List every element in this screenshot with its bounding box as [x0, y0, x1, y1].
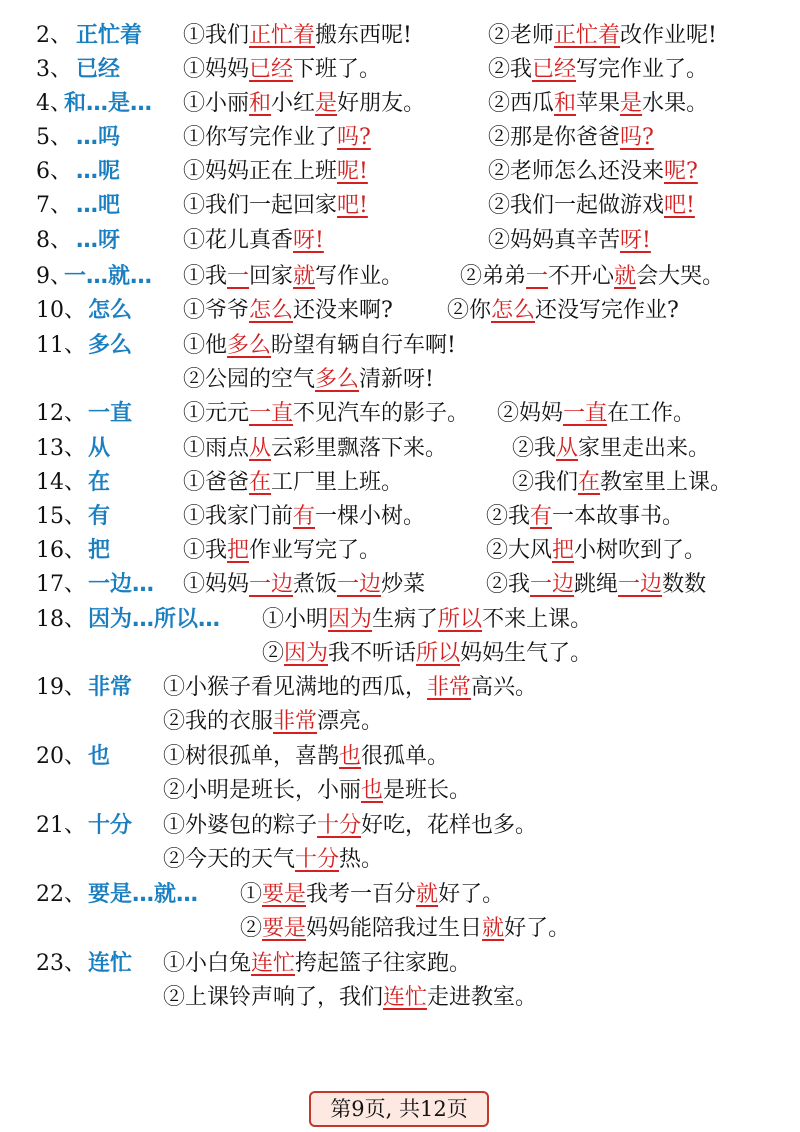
sentence-text: ② — [262, 641, 285, 666]
sentence-text: 写完作业了。 — [576, 57, 709, 82]
sentence-text: 小红 — [271, 91, 316, 116]
sentence-text: 好朋友。 — [337, 91, 426, 116]
keyword-highlight: 就 — [482, 916, 505, 941]
keyword-highlight: 连忙 — [383, 985, 428, 1010]
example-sentence-2 — [262, 637, 592, 671]
sentence-text: 我考一百分 — [306, 882, 417, 907]
sentence-text: ②我 — [486, 504, 531, 529]
sentence-text: ①爷爷 — [183, 298, 250, 323]
sentence-text: ②妈妈 — [497, 401, 564, 426]
entry-row-continuation — [0, 363, 800, 397]
entry-term: …吗 — [76, 125, 121, 150]
entry-number: 2、 — [36, 23, 72, 48]
sentence-text: 工厂里上班。 — [271, 470, 404, 495]
example-sentence-1 — [163, 809, 537, 843]
entry-row — [0, 740, 800, 774]
entry-number: 8、 — [36, 228, 72, 253]
entry-number: 3、 — [36, 57, 72, 82]
keyword-highlight: 就 — [416, 882, 439, 907]
example-sentence-2 — [488, 87, 708, 121]
entry-term: 十分 — [88, 813, 133, 838]
entry-term: 已经 — [76, 57, 121, 82]
example-sentence-1 — [240, 878, 504, 912]
entry-term: 连忙 — [88, 951, 133, 976]
sentence-text: ②老师 — [488, 23, 555, 48]
keyword-highlight: 要是 — [262, 916, 307, 941]
sentence-text: 一本故事书。 — [552, 504, 685, 529]
entry-term: 因为…所以… — [88, 607, 221, 632]
entry-term: 多么 — [88, 333, 133, 358]
example-sentence-2 — [488, 155, 698, 189]
example-sentence-1 — [163, 947, 471, 981]
entry-row-continuation — [0, 843, 800, 877]
sentence-text: ①雨点 — [183, 436, 250, 461]
keyword-highlight: 连忙 — [251, 951, 296, 976]
keyword-highlight: 有 — [293, 504, 316, 529]
example-sentence-1 — [183, 568, 425, 602]
example-sentence-2 — [447, 294, 679, 328]
sentence-text: 不来上课。 — [482, 607, 593, 632]
sentence-text: ①你写完作业了 — [183, 125, 338, 150]
keyword-highlight: 是 — [315, 91, 338, 116]
sentence-text: ②弟弟 — [460, 264, 527, 289]
example-sentence-1 — [183, 260, 403, 294]
entry-term: 一…就… — [64, 264, 153, 289]
sentence-text: ②小明是班长，小丽 — [163, 778, 362, 803]
sentence-text: 很孤单。 — [361, 744, 450, 769]
keyword-highlight: 一边 — [618, 572, 663, 597]
entry-row-continuation — [0, 981, 800, 1015]
sentence-text: ①树很孤单，喜鹊 — [163, 744, 340, 769]
keyword-highlight: 一 — [227, 264, 250, 289]
example-sentence-2 — [497, 397, 695, 431]
sentence-text: ②你 — [447, 298, 492, 323]
keyword-highlight: 从 — [249, 436, 272, 461]
keyword-highlight: 正忙着 — [554, 23, 621, 48]
entry-row — [0, 87, 800, 121]
entry-row — [0, 534, 800, 568]
sentence-text: 清新呀! — [359, 367, 434, 392]
entry-term: 一直 — [88, 401, 133, 426]
keyword-highlight: 因为 — [328, 607, 373, 632]
sentence-text: ①小明 — [262, 607, 329, 632]
keyword-highlight: 所以 — [416, 641, 461, 666]
sentence-text: ①爸爸 — [183, 470, 250, 495]
sentence-text: ①花儿真香 — [183, 228, 294, 253]
keyword-highlight: 一边 — [249, 572, 294, 597]
entry-row — [0, 466, 800, 500]
keyword-highlight: 把 — [552, 538, 575, 563]
sentence-text: 不见汽车的影子。 — [293, 401, 470, 426]
sentence-text: ②公园的空气 — [183, 367, 316, 392]
sentence-text: 好了。 — [438, 882, 505, 907]
entry-number: 12、 — [36, 401, 86, 426]
entry-term: 在 — [88, 470, 111, 495]
example-sentence-2 — [486, 568, 706, 602]
sentence-text: 写作业。 — [315, 264, 404, 289]
keyword-highlight: 十分 — [317, 813, 362, 838]
example-sentence-2 — [488, 121, 654, 155]
entry-term: …呢 — [76, 159, 121, 184]
example-sentence-2 — [486, 500, 684, 534]
sentence-text: ②上课铃声响了，我们 — [163, 985, 384, 1010]
example-sentence-1 — [183, 19, 412, 53]
keyword-highlight: 吗? — [337, 125, 371, 150]
example-sentence-2 — [488, 53, 708, 87]
sentence-text: ①他 — [183, 333, 228, 358]
keyword-highlight: 把 — [227, 538, 250, 563]
entry-term: …吧 — [76, 193, 121, 218]
keyword-highlight: 有 — [530, 504, 553, 529]
sentence-text: ①妈妈 — [183, 57, 250, 82]
sentence-text: 高兴。 — [471, 675, 538, 700]
entry-term: …呀 — [76, 228, 121, 253]
sentence-text: ② — [240, 916, 263, 941]
entry-row — [0, 809, 800, 843]
sentence-text: 作业写完了。 — [249, 538, 382, 563]
keyword-highlight: 一边 — [337, 572, 382, 597]
entry-term: 怎么 — [88, 298, 133, 323]
entry-number: 20、 — [36, 744, 86, 769]
keyword-highlight: 已经 — [532, 57, 577, 82]
entry-row — [0, 671, 800, 705]
keyword-highlight: 从 — [556, 436, 579, 461]
sentence-text: ②我们 — [512, 470, 579, 495]
page-number-badge: 第9页, 共12页 — [309, 1091, 489, 1127]
sentence-text: 回家 — [249, 264, 294, 289]
example-sentence-1 — [183, 329, 456, 363]
keyword-highlight: 非常 — [427, 675, 472, 700]
sentence-text: 数数 — [662, 572, 707, 597]
entry-term: 要是…就… — [88, 882, 199, 907]
sentence-text: 还没写完作业? — [535, 298, 679, 323]
entry-row — [0, 878, 800, 912]
keyword-highlight: 是 — [620, 91, 643, 116]
entry-row — [0, 397, 800, 431]
entry-row — [0, 432, 800, 466]
keyword-highlight: 也 — [361, 778, 384, 803]
keyword-highlight: 正忙着 — [249, 23, 316, 48]
entry-number: 9、 — [36, 264, 72, 289]
entry-row — [0, 155, 800, 189]
entry-row-continuation — [0, 705, 800, 739]
keyword-highlight: 呢? — [664, 159, 698, 184]
entry-term: 和…是… — [64, 91, 153, 116]
example-sentence-1 — [183, 397, 469, 431]
keyword-highlight: 和 — [554, 91, 577, 116]
entry-number: 22、 — [36, 882, 86, 907]
keyword-highlight: 多么 — [227, 333, 272, 358]
sentence-text: 炒菜 — [381, 572, 426, 597]
sentence-text: 盼望有辆自行车啊! — [271, 333, 456, 358]
entry-number: 14、 — [36, 470, 86, 495]
example-sentence-2 — [163, 981, 537, 1015]
sentence-text: ①小猴子看见满地的西瓜， — [163, 675, 428, 700]
sentence-text: ①我 — [183, 538, 228, 563]
entry-number: 15、 — [36, 504, 86, 529]
entry-number: 13、 — [36, 436, 86, 461]
sentence-text: 好了。 — [504, 916, 571, 941]
keyword-highlight: 也 — [339, 744, 362, 769]
keyword-highlight: 非常 — [273, 709, 318, 734]
example-sentence-2 — [488, 224, 651, 258]
example-sentence-2 — [460, 260, 724, 294]
keyword-highlight: 已经 — [249, 57, 294, 82]
entry-term: 从 — [88, 436, 111, 461]
sentence-text: 不开心 — [548, 264, 615, 289]
sentence-text: ②老师怎么还没来 — [488, 159, 665, 184]
sentence-text: 还没来啊? — [293, 298, 393, 323]
sentence-text: ① — [240, 882, 263, 907]
keyword-highlight: 吗? — [620, 125, 654, 150]
sentence-text: 妈妈生气了。 — [460, 641, 593, 666]
example-sentence-1 — [183, 155, 368, 189]
example-sentence-1 — [163, 671, 537, 705]
keyword-highlight: 一直 — [249, 401, 294, 426]
example-sentence-2 — [512, 432, 710, 466]
sentence-text: ①元元 — [183, 401, 250, 426]
entry-number: 16、 — [36, 538, 86, 563]
keyword-highlight: 呢! — [337, 159, 368, 184]
sentence-text: 小树吹到了。 — [574, 538, 707, 563]
example-sentence-2 — [163, 843, 383, 877]
sentence-text: 会大哭。 — [636, 264, 725, 289]
keyword-highlight: 呀! — [293, 228, 324, 253]
sentence-text: ②我 — [488, 57, 533, 82]
keyword-highlight: 就 — [293, 264, 316, 289]
sentence-text: ①小丽 — [183, 91, 250, 116]
keyword-highlight: 怎么 — [249, 298, 294, 323]
example-sentence-1 — [183, 500, 425, 534]
example-sentence-2 — [512, 466, 732, 500]
entry-row — [0, 224, 800, 258]
sentence-text: 煮饭 — [293, 572, 338, 597]
entry-term: 把 — [88, 538, 111, 563]
example-sentence-1 — [183, 294, 393, 328]
keyword-highlight: 一直 — [563, 401, 608, 426]
sentence-text: 跳绳 — [574, 572, 619, 597]
entry-term: 一边… — [88, 572, 155, 597]
sentence-text: ②大风 — [486, 538, 553, 563]
sentence-text: ②我的衣服 — [163, 709, 274, 734]
keyword-highlight: 多么 — [315, 367, 360, 392]
entry-row — [0, 260, 800, 294]
entry-row — [0, 53, 800, 87]
sentence-text: 漂亮。 — [317, 709, 384, 734]
keyword-highlight: 十分 — [295, 847, 340, 872]
entry-number: 23、 — [36, 951, 86, 976]
sentence-text: 挎起篮子往家跑。 — [295, 951, 472, 976]
entry-number: 5、 — [36, 125, 72, 150]
keyword-highlight: 怎么 — [491, 298, 536, 323]
sentence-text: ①小白兔 — [163, 951, 252, 976]
sentence-text: 热。 — [339, 847, 384, 872]
sentence-text: ②我 — [486, 572, 531, 597]
entry-term: 非常 — [88, 675, 133, 700]
sentence-text: ①妈妈正在上班 — [183, 159, 338, 184]
sentence-text: 一棵小树。 — [315, 504, 426, 529]
entry-row — [0, 294, 800, 328]
example-sentence-1 — [183, 432, 447, 466]
sentence-text: 改作业呢! — [620, 23, 717, 48]
example-sentence-2 — [488, 189, 695, 223]
keyword-highlight: 要是 — [262, 882, 307, 907]
example-sentence-1 — [183, 224, 324, 258]
sentence-text: ①我 — [183, 264, 228, 289]
keyword-highlight: 所以 — [438, 607, 483, 632]
example-sentence-1 — [183, 53, 381, 87]
sentence-text: 家里走出来。 — [578, 436, 711, 461]
sentence-text: ①妈妈 — [183, 572, 250, 597]
example-sentence-2 — [486, 534, 706, 568]
entry-row — [0, 568, 800, 602]
sentence-text: 下班了。 — [293, 57, 382, 82]
sentence-text: 走进教室。 — [427, 985, 538, 1010]
entry-row — [0, 947, 800, 981]
entry-number: 17、 — [36, 572, 86, 597]
keyword-highlight: 吧! — [664, 193, 695, 218]
entry-row — [0, 603, 800, 637]
entry-term: 也 — [88, 744, 111, 769]
entry-number: 11、 — [36, 333, 86, 358]
sentence-text: 生病了 — [372, 607, 439, 632]
entry-row-continuation — [0, 774, 800, 808]
entry-row — [0, 500, 800, 534]
sentence-text: ②我们一起做游戏 — [488, 193, 665, 218]
sentence-text: 妈妈能陪我过生日 — [306, 916, 483, 941]
keyword-highlight: 在 — [578, 470, 601, 495]
example-sentence-1 — [183, 121, 371, 155]
keyword-highlight: 因为 — [284, 641, 329, 666]
sentence-text: ①我家门前 — [183, 504, 294, 529]
entry-term: 有 — [88, 504, 111, 529]
sentence-text: 苹果 — [576, 91, 621, 116]
keyword-highlight: 就 — [614, 264, 637, 289]
entry-row — [0, 19, 800, 53]
entry-row — [0, 121, 800, 155]
entry-number: 19、 — [36, 675, 86, 700]
example-sentence-1 — [262, 603, 592, 637]
entry-row-continuation — [0, 637, 800, 671]
keyword-highlight: 一边 — [530, 572, 575, 597]
entry-number: 18、 — [36, 607, 86, 632]
keyword-highlight: 在 — [249, 470, 272, 495]
sentence-text: 好吃，花样也多。 — [361, 813, 538, 838]
example-sentence-1 — [183, 189, 368, 223]
sentence-text: ②西瓜 — [488, 91, 555, 116]
entry-number: 7、 — [36, 193, 72, 218]
sentence-text: ②我 — [512, 436, 557, 461]
keyword-highlight: 呀! — [620, 228, 651, 253]
example-sentence-1 — [163, 740, 449, 774]
entry-number: 4、 — [36, 91, 72, 116]
sentence-text: 我不听话 — [328, 641, 417, 666]
example-sentence-2 — [163, 774, 471, 808]
sentence-text: 在工作。 — [607, 401, 696, 426]
entry-number: 21、 — [36, 813, 86, 838]
sentence-text: 是班长。 — [383, 778, 472, 803]
example-sentence-2 — [163, 705, 383, 739]
example-sentence-1 — [183, 466, 403, 500]
sentence-text: ②今天的天气 — [163, 847, 296, 872]
sentence-text: 云彩里飘落下来。 — [271, 436, 448, 461]
example-sentence-2 — [183, 363, 434, 397]
sentence-text: ②妈妈真辛苦 — [488, 228, 621, 253]
keyword-highlight: 和 — [249, 91, 272, 116]
example-sentence-2 — [240, 912, 570, 946]
example-sentence-2 — [488, 19, 717, 53]
sentence-text: 水果。 — [642, 91, 709, 116]
sentence-text: 搬东西呢! — [315, 23, 412, 48]
entry-row — [0, 189, 800, 223]
sentence-text: ①我们 — [183, 23, 250, 48]
keyword-highlight: 一 — [526, 264, 549, 289]
entry-term: 正忙着 — [76, 23, 143, 48]
entry-number: 10、 — [36, 298, 86, 323]
example-sentence-1 — [183, 534, 381, 568]
example-sentence-1 — [183, 87, 425, 121]
keyword-highlight: 吧! — [337, 193, 368, 218]
sentence-text: ①我们一起回家 — [183, 193, 338, 218]
entry-row — [0, 329, 800, 363]
sentence-text: ②那是你爸爸 — [488, 125, 621, 150]
entry-row-continuation — [0, 912, 800, 946]
sentence-text: ①外婆包的粽子 — [163, 813, 318, 838]
entry-number: 6、 — [36, 159, 72, 184]
sentence-text: 教室里上课。 — [600, 470, 733, 495]
